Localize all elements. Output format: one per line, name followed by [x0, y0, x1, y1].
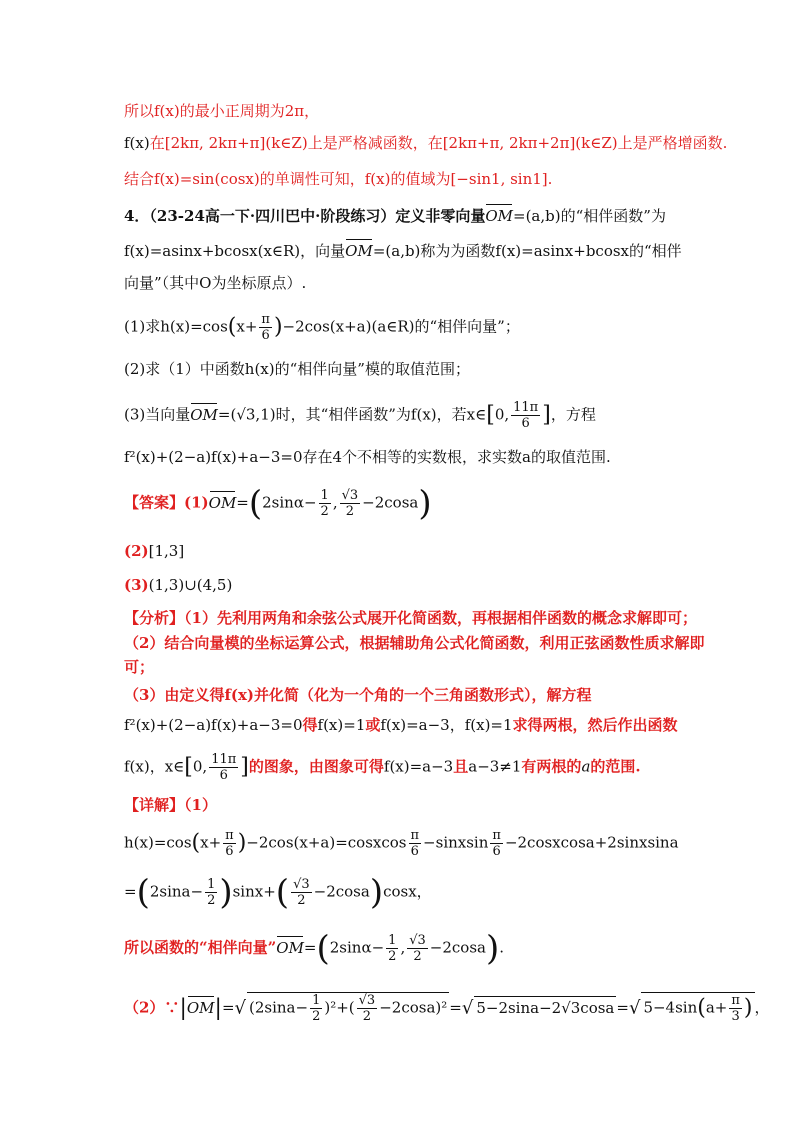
analysis-text: （2）结合向量模的坐标运算公式，根据辅助角公式化简函数，利用正弦函数性质求解即 — [124, 634, 705, 652]
question-3-text-e: ，方程 — [550, 405, 596, 424]
equation: f(x)=1 — [317, 716, 366, 734]
equation: a+ — [705, 998, 728, 1017]
equation-text: f²(x)+(2−a)f(x)+a−3=0存在4个不相等的实数根，求实数a的取值范围. — [124, 448, 611, 466]
text-line-period — [124, 100, 319, 122]
numerator: π — [225, 828, 234, 843]
denominator: 2 — [388, 949, 397, 964]
equation: sinx+ — [232, 882, 276, 901]
fraction — [386, 933, 398, 964]
vector-om: OM — [485, 207, 514, 225]
denominator: 6 — [521, 416, 530, 431]
comma: , — [400, 938, 406, 957]
question-3: (3)当向量OM=(√3,1)时，其“相伴函数”为f(x)，若x∈[0, $\frac{11\pi}{6}$ ]，方程 — [124, 400, 596, 431]
origin-note: 向量”（其中O为坐标原点）. — [124, 274, 307, 292]
equation: 2sinα− — [329, 938, 385, 957]
answer-2 — [124, 540, 184, 562]
answer-2-value: [1,3] — [148, 542, 185, 560]
equation: −2cosa — [429, 938, 486, 957]
fraction — [511, 400, 540, 431]
problem-4-text: 4．（23-24高一下·四川巴中·阶段练习）定义非零向量 — [124, 207, 486, 225]
denominator: 6 — [492, 844, 501, 859]
analysis-text: （3）由定义得f(x)并化简（化为一个角的一个三角函数形式），解方程 — [124, 686, 592, 704]
answer-label: 【答案】(1) — [124, 493, 209, 512]
solution-step-2: =(2sina− $\frac{1}{2}$ )sinx+( $\frac{√3}{2}$ −2cosa)cosx， — [124, 872, 432, 913]
equation: )²+( — [324, 998, 355, 1017]
denominator: 2 — [362, 1009, 372, 1024]
answer-3-value: (1,3)∪(4,5) — [148, 576, 233, 594]
question-3-text-b: =(√3,1)时，其“相伴函数”为f(x)，若x∈ — [217, 405, 487, 424]
equals: = — [616, 998, 629, 1017]
vector-om: OM — [186, 998, 215, 1017]
fraction — [319, 488, 331, 519]
numerator: π — [410, 828, 420, 843]
denominator: 2 — [320, 504, 329, 519]
solution-heading: 【详解】（1） — [124, 796, 217, 814]
variable-a: a — [581, 757, 591, 776]
equals: = — [221, 998, 235, 1017]
denominator: 6 — [261, 328, 270, 343]
question-1-text: (1)求h(x)=cos — [124, 317, 228, 336]
period-statement: 所以f(x)的最小正周期为2π， — [124, 102, 320, 120]
period: . — [499, 938, 505, 957]
question-1: (1)求h(x)=cos(x+ $\frac{\pi}{6}$ )−2cos(x+a)(a∈R)的“相伴向量”； — [124, 312, 520, 343]
definition-text: f(x)=asinx+bcosx(x∈R)，向量 — [124, 242, 346, 260]
vector-om: OM — [345, 242, 373, 260]
answer-3-label: (3) — [124, 576, 149, 594]
answer-1-part-b: −2cosa — [362, 493, 419, 512]
answer-3 — [124, 574, 232, 596]
denominator: 2 — [345, 504, 355, 519]
equation: f(x)=a−3，f(x)=1 — [380, 716, 513, 734]
equation: h(x)=cos — [124, 833, 192, 852]
question-2 — [124, 358, 470, 380]
function-fx: f(x) — [124, 134, 150, 152]
analysis-word: 或 — [365, 716, 381, 734]
denominator: 2 — [312, 1009, 321, 1024]
equation: f²(x)+(2−a)f(x)+a−3=0 — [124, 716, 303, 734]
answer-1: 【答案】(1)OM=(2sinα− $\frac{1}{2}$ , $\frac{√3}{2}$ −2cosa) — [124, 483, 432, 524]
question-3-equation — [124, 446, 611, 468]
equation: −2cosa)² — [379, 998, 448, 1017]
monotonic-intervals: 在[2kπ, 2kπ+π](k∈Z)上是严格减函数，在[2kπ+π, 2kπ+2π](k∈Z)上是严格增函数. — [149, 134, 728, 152]
numerator: π — [492, 828, 501, 843]
analysis-word: 且 — [453, 757, 469, 776]
range-statement: 结合f(x)=sin(cosx)的单调性可知，f(x)的值域为[−sin1, sin1]. — [124, 170, 553, 188]
conclusion-text: 所以函数的“相伴向量” — [124, 938, 277, 957]
analysis-word: 的范围. — [590, 757, 641, 776]
definition-text-b: =(a,b)称为为函数f(x)=asinx+bcosx的“相伴 — [372, 242, 682, 260]
equation: f(x)，x∈ — [124, 757, 185, 776]
problem-4-intro — [124, 205, 666, 227]
problem-4-origin-note — [124, 272, 306, 294]
fraction — [490, 828, 503, 859]
answer-1-part: 2sinα− — [262, 493, 317, 512]
numerator: 11π — [513, 400, 539, 415]
equation: x+ — [200, 833, 222, 852]
solution-part-2: （2）∵|OM|=√ (2sina− $\frac{1}{2}$ )²+( $\frac{√3}{2}$ −2cosa)² =√ 5−2sina−2√3cosa =√ 5−4sin(a+ $\frac{\pi}{3}$ ) ， — [124, 993, 770, 1024]
equation: a−3≠1 — [468, 757, 522, 776]
text-line-monotonic — [124, 132, 727, 154]
analysis-text: 可； — [124, 658, 155, 676]
analysis-3-graph: f(x)，x∈[0, $\frac{11\pi}{6}$ ]的图象，由图象可得f(x)=a−3且a−3≠1有两根的a的范围. — [124, 752, 641, 783]
solution-step-1: h(x)=cos(x+ $\frac{\pi}{6}$ )−2cos(x+a)=cosxcos $\frac{\pi}{6}$ −sinxsin $\frac{\pi}{6}$ −2cosxcosa+2sinxsina — [124, 828, 679, 859]
denominator: 2 — [413, 949, 422, 964]
numerator: √3 — [341, 488, 359, 503]
analysis-2 — [124, 632, 704, 654]
numerator: √3 — [358, 993, 376, 1008]
fraction — [357, 993, 378, 1024]
equation: 2sina− — [149, 882, 204, 901]
numerator: √3 — [293, 877, 310, 892]
analysis-word: 的图象，由图象可得 — [248, 757, 384, 776]
numerator: 11π — [211, 752, 237, 767]
equation: −2cos(x+a)=cosxcos — [246, 833, 407, 852]
equation: −2cosxcosa+2sinxsina — [504, 833, 679, 852]
denominator: 6 — [225, 844, 234, 859]
question-3-text-d: 0, — [494, 405, 510, 424]
fraction — [340, 488, 361, 519]
part-2-label: （2）∵ — [124, 998, 180, 1017]
numerator: 1 — [388, 933, 397, 948]
comma: ， — [754, 998, 770, 1017]
text-line-range — [124, 168, 552, 190]
analysis-1 — [124, 607, 697, 629]
fraction — [209, 752, 238, 783]
fraction — [223, 828, 236, 859]
fraction — [259, 312, 272, 343]
analysis-word: 有两根的 — [521, 757, 582, 776]
equation: 0, — [192, 757, 208, 776]
equals: = — [303, 938, 317, 957]
equation: f(x)=a−3 — [383, 757, 454, 776]
equation: (2sina− — [249, 998, 309, 1017]
question-2-text: (2)求（1）中函数h(x)的“相伴向量”模的取值范围； — [124, 360, 470, 378]
solution-step-3: 所以函数的“相伴向量”OM=(2sinα− $\frac{1}{2}$ , $\frac{√3}{2}$ −2cosa). — [124, 928, 505, 969]
answer-2-label: (2) — [124, 542, 149, 560]
vector-om: OM — [190, 405, 218, 424]
analysis-3 — [124, 684, 592, 706]
fraction — [407, 933, 428, 964]
numerator: 1 — [207, 877, 216, 892]
vector-om: OM — [208, 493, 237, 512]
fraction — [205, 877, 217, 908]
question-3-text: (3)当向量 — [124, 405, 191, 424]
denominator: 3 — [731, 1009, 740, 1024]
equation: −2cosa — [313, 882, 370, 901]
solution-label — [124, 794, 217, 816]
analysis-3-equation — [124, 714, 678, 736]
problem-4-text-b: =(a,b)的“相伴函数”为 — [513, 207, 666, 225]
analysis-word: 得 — [302, 716, 318, 734]
comma: , — [332, 493, 338, 512]
denominator: 6 — [410, 844, 419, 859]
equation: 5−4sin — [643, 998, 698, 1017]
equals: = — [124, 882, 137, 901]
fraction — [291, 877, 312, 908]
denominator: 6 — [219, 768, 228, 783]
vector-om: OM — [276, 938, 304, 957]
numerator: 1 — [320, 488, 329, 503]
denominator: 2 — [207, 893, 216, 908]
equation: cosx， — [383, 882, 432, 901]
equals: = — [449, 998, 462, 1017]
equation: 5−2sina−2√3cosa — [474, 996, 616, 1019]
fraction — [409, 828, 422, 859]
analysis-word: 求得两根，然后作出函数 — [512, 716, 678, 734]
analysis-text: 【分析】（1）先利用两角和余弦公式展开化简函数，再根据相伴函数的概念求解即可； — [124, 609, 697, 627]
analysis-2-cont — [124, 656, 154, 678]
fraction — [310, 993, 322, 1024]
numerator: √3 — [409, 933, 426, 948]
denominator: 2 — [297, 893, 306, 908]
question-1-text-b: x+ — [236, 317, 258, 336]
question-1-text-c: −2cos(x+a)(a∈R)的“相伴向量”； — [282, 317, 520, 336]
equals: = — [236, 493, 249, 512]
numerator: π — [731, 993, 740, 1008]
numerator: 1 — [312, 993, 321, 1008]
fraction — [729, 993, 742, 1024]
equation: −sinxsin — [423, 833, 489, 852]
numerator: π — [261, 312, 270, 327]
problem-4-definition — [124, 240, 682, 262]
